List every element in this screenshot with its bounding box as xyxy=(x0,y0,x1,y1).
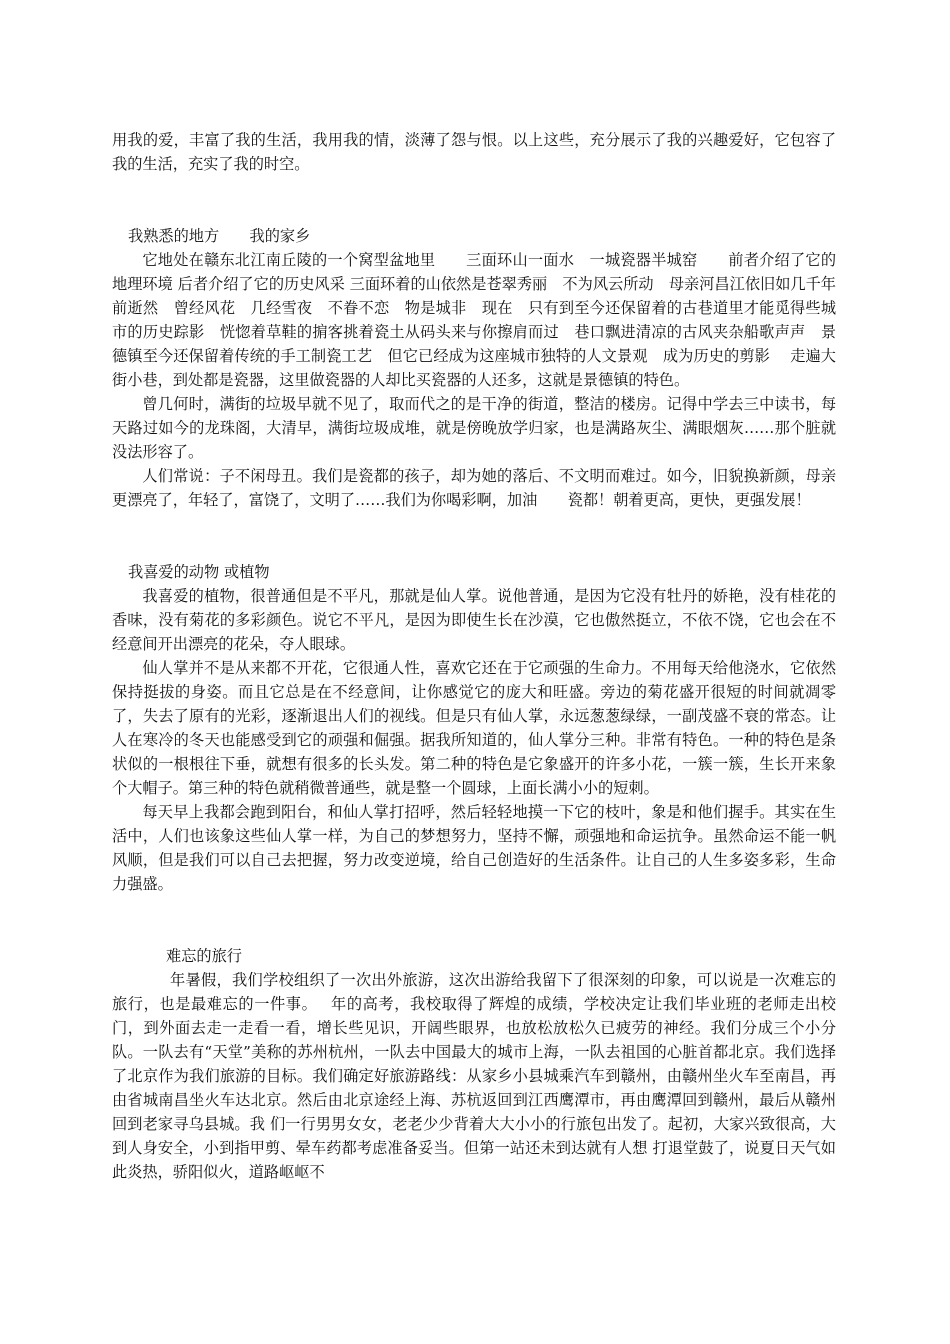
intro-paragraph: 用我的爱，丰富了我的生活，我用我的情，淡薄了怨与恨。以上这些，充分展示了我的兴趣爱好，它包容了我的生活，充实了我的时空。 xyxy=(112,131,836,173)
section-heading: 难忘的旅行 xyxy=(166,947,242,965)
spacer xyxy=(112,176,836,200)
spacer xyxy=(112,512,836,536)
paragraph: 仙人掌并不是从来都不开花，它很通人性，喜欢它还在于它顽强的生命力。不用每天给他浇水，它依然保持挺拔的身姿。而且它总是在不经意间，让你感觉它的庞大和旺盛。旁边的菊花盛开很短的时间就凋零了，失去了原有的光彩，逐渐退出人们的视线。但是只有仙人掌，永远葱葱绿绿，一副茂盛不衰的常态。让人在寒冷的冬天也能感受到它的顽强和倔强。据我所知道的，仙人掌分三种。非常有特色。一种的特色是条状似的一根根往下垂，就想有很多的长头发。第二种的特色是它象盛开的许多小花，一簇一簇，生长开来象个大帽子。第三种的特色就稍微普通些，就是整一个圆球，上面长满小小的短刺。 xyxy=(112,659,836,797)
section-plant xyxy=(112,560,836,896)
paragraph: 我喜爱的植物，很普通但是不平凡，那就是仙人掌。说他普通，是因为它没有牡丹的娇艳，没有桂花的香味，没有菊花的多彩颜色。说它不平凡，是因为即使生长在沙漠，它也傲然挺立，不依不饶，它也会在不经意间开出漂亮的花朵，夺人眼球。 xyxy=(112,587,836,653)
section-hometown xyxy=(112,224,836,512)
section-heading: 我喜爱的动物 或植物 xyxy=(128,563,270,581)
paragraph: 它地处在赣东北江南丘陵的一个窝型盆地里 三面环山一面水 一城瓷器半城窑 前者介绍了它的地理环境 后者介绍了它的历史风采 三面环着的山依然是苍翠秀丽 不为风云所动 母亲河昌江依旧如几千年前逝然 曾经风花 几经雪夜 不眷不恋 物是城非 现在 只有到至今还保留着的古巷道里才能觅得些城市的历史踪影 恍惚着草鞋的掮客挑着瓷土从码头来与你擦肩而过 巷口飘进清凉的古风夹杂船歌声声 景德镇至今还保留着传统的手工制瓷工艺 但它已经成为这座城市独特的人文景观 成为历史的剪影 走遍大街小巷，到处都是瓷器，这里做瓷器的人却比买瓷器的人还多，这就是景德镇的特色。 xyxy=(112,251,836,389)
paragraph: 年暑假，我们学校组织了一次出外旅游，这次出游给我留下了很深刻的印象，可以说是一次难忘的旅行，也是最难忘的一件事。 年的高考，我校取得了辉煌的成绩，学校决定让我们毕业班的老师走出校门，到外面去走一走看一看，增长些见识，开阔些眼界，也放松放松久已疲劳的神经。我们分成三个小分队。一队去有“天堂”美称的苏州杭州，一队去中国最大的城市上海，一队去祖国的心脏首都北京。我们选择了北京作为我们旅游的目标。我们确定好旅游路线：从家乡小县城乘汽车到赣州，由赣州坐火车至南昌，再由省城南昌坐火车达北京。然后由北京途经上海、苏杭返回到江西鹰潭市，再由鹰潭回到赣州，最后从赣州回到老家寻乌县城。我 们一行男男女女，老老少少背着大大小小的行旅包出发了。起初，大家兴致很高，大到人身安全，小到指甲剪、晕车药都考虑准备妥当。但第一站还未到达就有人想 打退堂鼓了，说夏日天气如此炎热，骄阳似火，道路岖岖不 xyxy=(112,971,836,1181)
spacer xyxy=(112,200,836,224)
paragraph: 人们常说：子不闲母丑。我们是瓷都的孩子，却为她的落后、不文明而难过。如今，旧貌换新颜，母亲更漂亮了，年轻了，富饶了，文明了……我们为你喝彩啊，加油 瓷都！朝着更高，更快，更强发展！ xyxy=(112,467,836,509)
spacer xyxy=(112,920,836,944)
section-heading: 我熟悉的地方 我的家乡 xyxy=(128,227,311,245)
spacer xyxy=(112,536,836,560)
section-trip xyxy=(112,944,836,1184)
paragraph: 每天早上我都会跑到阳台，和仙人掌打招呼，然后轻轻地摸一下它的枝叶，象是和他们握手。其实在生活中，人们也该象这些仙人掌一样，为自己的梦想努力，坚持不懈，顽强地和命运抗争。虽然命运不能一帆风顺，但是我们可以自己去把握，努力改变逆境，给自己创造好的生活条件。让自己的人生多姿多彩，生命力强盛。 xyxy=(112,803,836,893)
paragraph: 曾几何时，满街的垃圾早就不见了，取而代之的是干净的街道，整洁的楼房。记得中学去三中读书，每天路过如今的龙珠阁，大清早，满街垃圾成堆，就是傍晚放学归家，也是满路灰尘、满眼烟灰……那个脏就没法形容了。 xyxy=(112,395,836,461)
spacer xyxy=(112,896,836,920)
